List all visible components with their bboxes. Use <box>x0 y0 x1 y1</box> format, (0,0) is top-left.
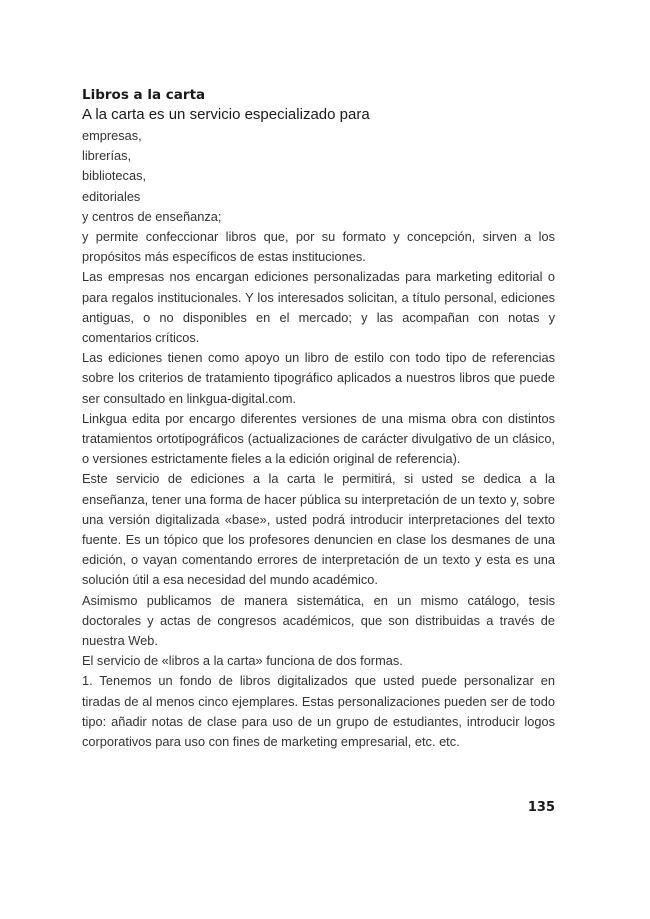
section-title: Libros a la carta <box>82 87 206 103</box>
list-item: bibliotecas, <box>82 168 147 184</box>
list-item: y centros de enseñanza; <box>82 208 222 224</box>
paragraph: Este servicio de ediciones a la carta le permitirá, si usted se dedica a la enseñanza, tener una forma de hacer pública su interpretación de un texto y, sobre una versión digitalizada «base», usted podrá introducir interpretaciones del texto fuente. Es un tópico que los profesores denuncien en clase los desmanes de una edición, o vayan comentando errores de interpretación de un texto y esta es una solución útil a esa necesidad del mundo académico. <box>82 471 555 588</box>
paragraph: Las empresas nos encargan ediciones personalizadas para marketing editorial o para regalos institucionales. Y los interesados solicitan, a título personal, ediciones antiguas, o no disponibles en el mercado; y las acompañan con notas y comentarios críticos. <box>82 269 555 346</box>
paragraph: Las ediciones tienen como apoyo un libro de estilo con todo tipo de referencias sobre los criterios de tratamiento tipográfico aplicados a nuestros libros que puede ser consultado en linkgua-digital.com. <box>82 350 555 406</box>
list-item: librerías, <box>82 148 132 164</box>
paragraph: Asimismo publicamos de manera sistemática, en un mismo catálogo, tesis doctorales y actas de congresos académicos, que son distribuidas a través de nuestra Web. <box>82 592 555 649</box>
section-subtitle: A la carta es un servicio especializado para <box>82 106 370 123</box>
list-item: editoriales <box>82 188 141 204</box>
institution-list <box>82 126 555 227</box>
paragraph: El servicio de «libros a la carta» funciona de dos formas. <box>82 653 403 669</box>
page-content <box>82 86 555 752</box>
paragraph: Linkgua edita por encargo diferentes versiones de una misma obra con distintos tratamientos ortotipográficos (actualizaciones de carácter divulgativo de un clásico, o versiones estrictamente fieles a la edición original de referencia). <box>82 410 555 467</box>
paragraph: 1. Tenemos un fondo de libros digitalizados que usted puede personalizar en tiradas de al menos cinco ejemplares. Estas personalizaciones pueden ser de todo tipo: añadir notas de clase para uso de un grupo de estudiantes, introducir logos corporativos para uso con fines de marketing empresarial, etc. etc. <box>82 673 555 750</box>
list-item: empresas, <box>82 128 142 143</box>
paragraph: y permite confeccionar libros que, por su formato y concepción, sirven a los propósitos más específicos de estas instituciones. <box>82 229 555 265</box>
page-number: 135 <box>527 800 555 815</box>
